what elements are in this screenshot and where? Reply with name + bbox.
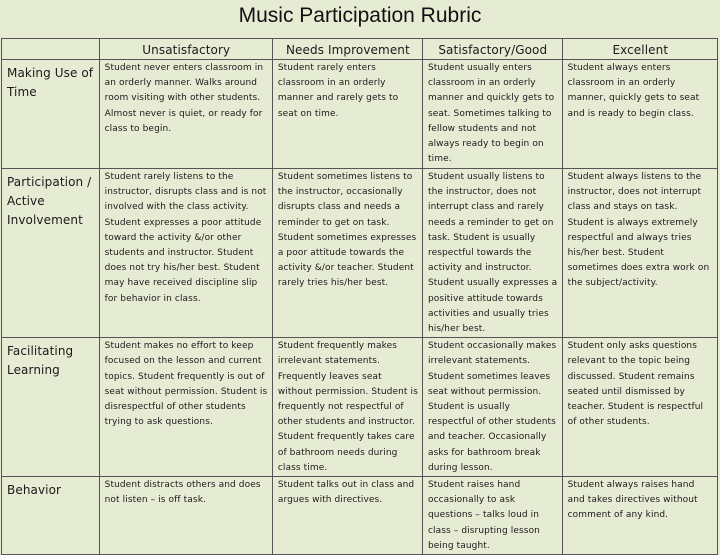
- header-unsatisfactory: Unsatisfactory: [99, 39, 272, 60]
- cell-satisfactory-good: Student occasionally makes irrelevant statements. Student sometimes leaves seat without permission. Student is usually respectful of other students and teacher. Occasionally asks for bathroom break during lesson.: [422, 338, 562, 477]
- table-row: [2, 169, 718, 338]
- criterion-making-use-of-time: Making Use of Time: [2, 60, 100, 169]
- table-row: [2, 60, 718, 169]
- header-row: [2, 39, 718, 60]
- cell-unsatisfactory: Student makes no effort to keep focused on the lesson and current topics. Student frequently is out of seat without permission. Student is disrespectful of other students trying to ask questions.: [99, 338, 272, 477]
- cell-needs-improvement: Student frequently makes irrelevant statements. Frequently leaves seat without permission. Student is frequently not respectful of other students and instructor. Student frequently takes care of bathroom needs during class time.: [272, 338, 422, 477]
- header-satisfactory-good: Satisfactory/Good: [422, 39, 562, 60]
- cell-needs-improvement: Student talks out in class and argues with directives.: [272, 477, 422, 555]
- criterion-facilitating-learning: Facilitating Learning: [2, 338, 100, 477]
- page-title: Music Participation Rubric: [238, 4, 482, 27]
- cell-satisfactory-good: Student usually enters classroom in an orderly manner and quickly gets to seat. Sometimes talking to fellow students and not always ready to begin on time.: [422, 60, 562, 169]
- criterion-participation: Participation / Active Involvement: [2, 169, 100, 338]
- header-excellent: Excellent: [562, 39, 717, 60]
- table-row: [2, 338, 718, 477]
- cell-needs-improvement: Student rarely enters classroom in an orderly manner and rarely gets to seat on time.: [272, 60, 422, 169]
- cell-unsatisfactory: Student distracts others and does not listen – is off task.: [99, 477, 272, 555]
- criterion-behavior: Behavior: [2, 477, 100, 555]
- cell-satisfactory-good: Student raises hand occasionally to ask questions – talks loud in class – disrupting lesson being taught.: [422, 477, 562, 555]
- header-needs-improvement: Needs Improvement: [272, 39, 422, 60]
- cell-excellent: Student always enters classroom in an orderly manner, quickly gets to seat and is ready to begin class.: [562, 60, 717, 169]
- cell-unsatisfactory: Student never enters classroom in an orderly manner. Walks around room visiting with other students. Almost never is quiet, or ready for class to begin.: [99, 60, 272, 169]
- cell-needs-improvement: Student sometimes listens to the instructor, occasionally disrupts class and needs a reminder to get on task. Student sometimes expresses a poor attitude towards the activity &/or teacher. Student rarely tries his/her best.: [272, 169, 422, 338]
- cell-excellent: Student always listens to the instructor, does not interrupt class and stays on task. Student is always extremely respectful and always tries his/her best. Student sometimes does extra work on the subject/activity.: [562, 169, 717, 338]
- cell-excellent: Student always raises hand and takes directives without comment of any kind.: [562, 477, 717, 555]
- cell-excellent: Student only asks questions relevant to the topic being discussed. Student remains seated until dismissed by teacher. Student is respectful of other students.: [562, 338, 717, 477]
- table-row: [2, 477, 718, 555]
- cell-unsatisfactory: Student rarely listens to the instructor, disrupts class and is not involved with the class activity. Student expresses a poor attitude toward the activity &/or other students and instructor. Student does not try his/her best. Student may have received discipline slip for behavior in class.: [99, 169, 272, 338]
- cell-satisfactory-good: Student usually listens to the instructor, does not interrupt class and rarely needs a reminder to get on task. Student is usually respectful towards the activity and instructor. Student usually expresses a positive attitude towards activities and usually tries his/her best.: [422, 169, 562, 338]
- header-blank: [2, 39, 100, 60]
- rubric-table: [1, 38, 718, 555]
